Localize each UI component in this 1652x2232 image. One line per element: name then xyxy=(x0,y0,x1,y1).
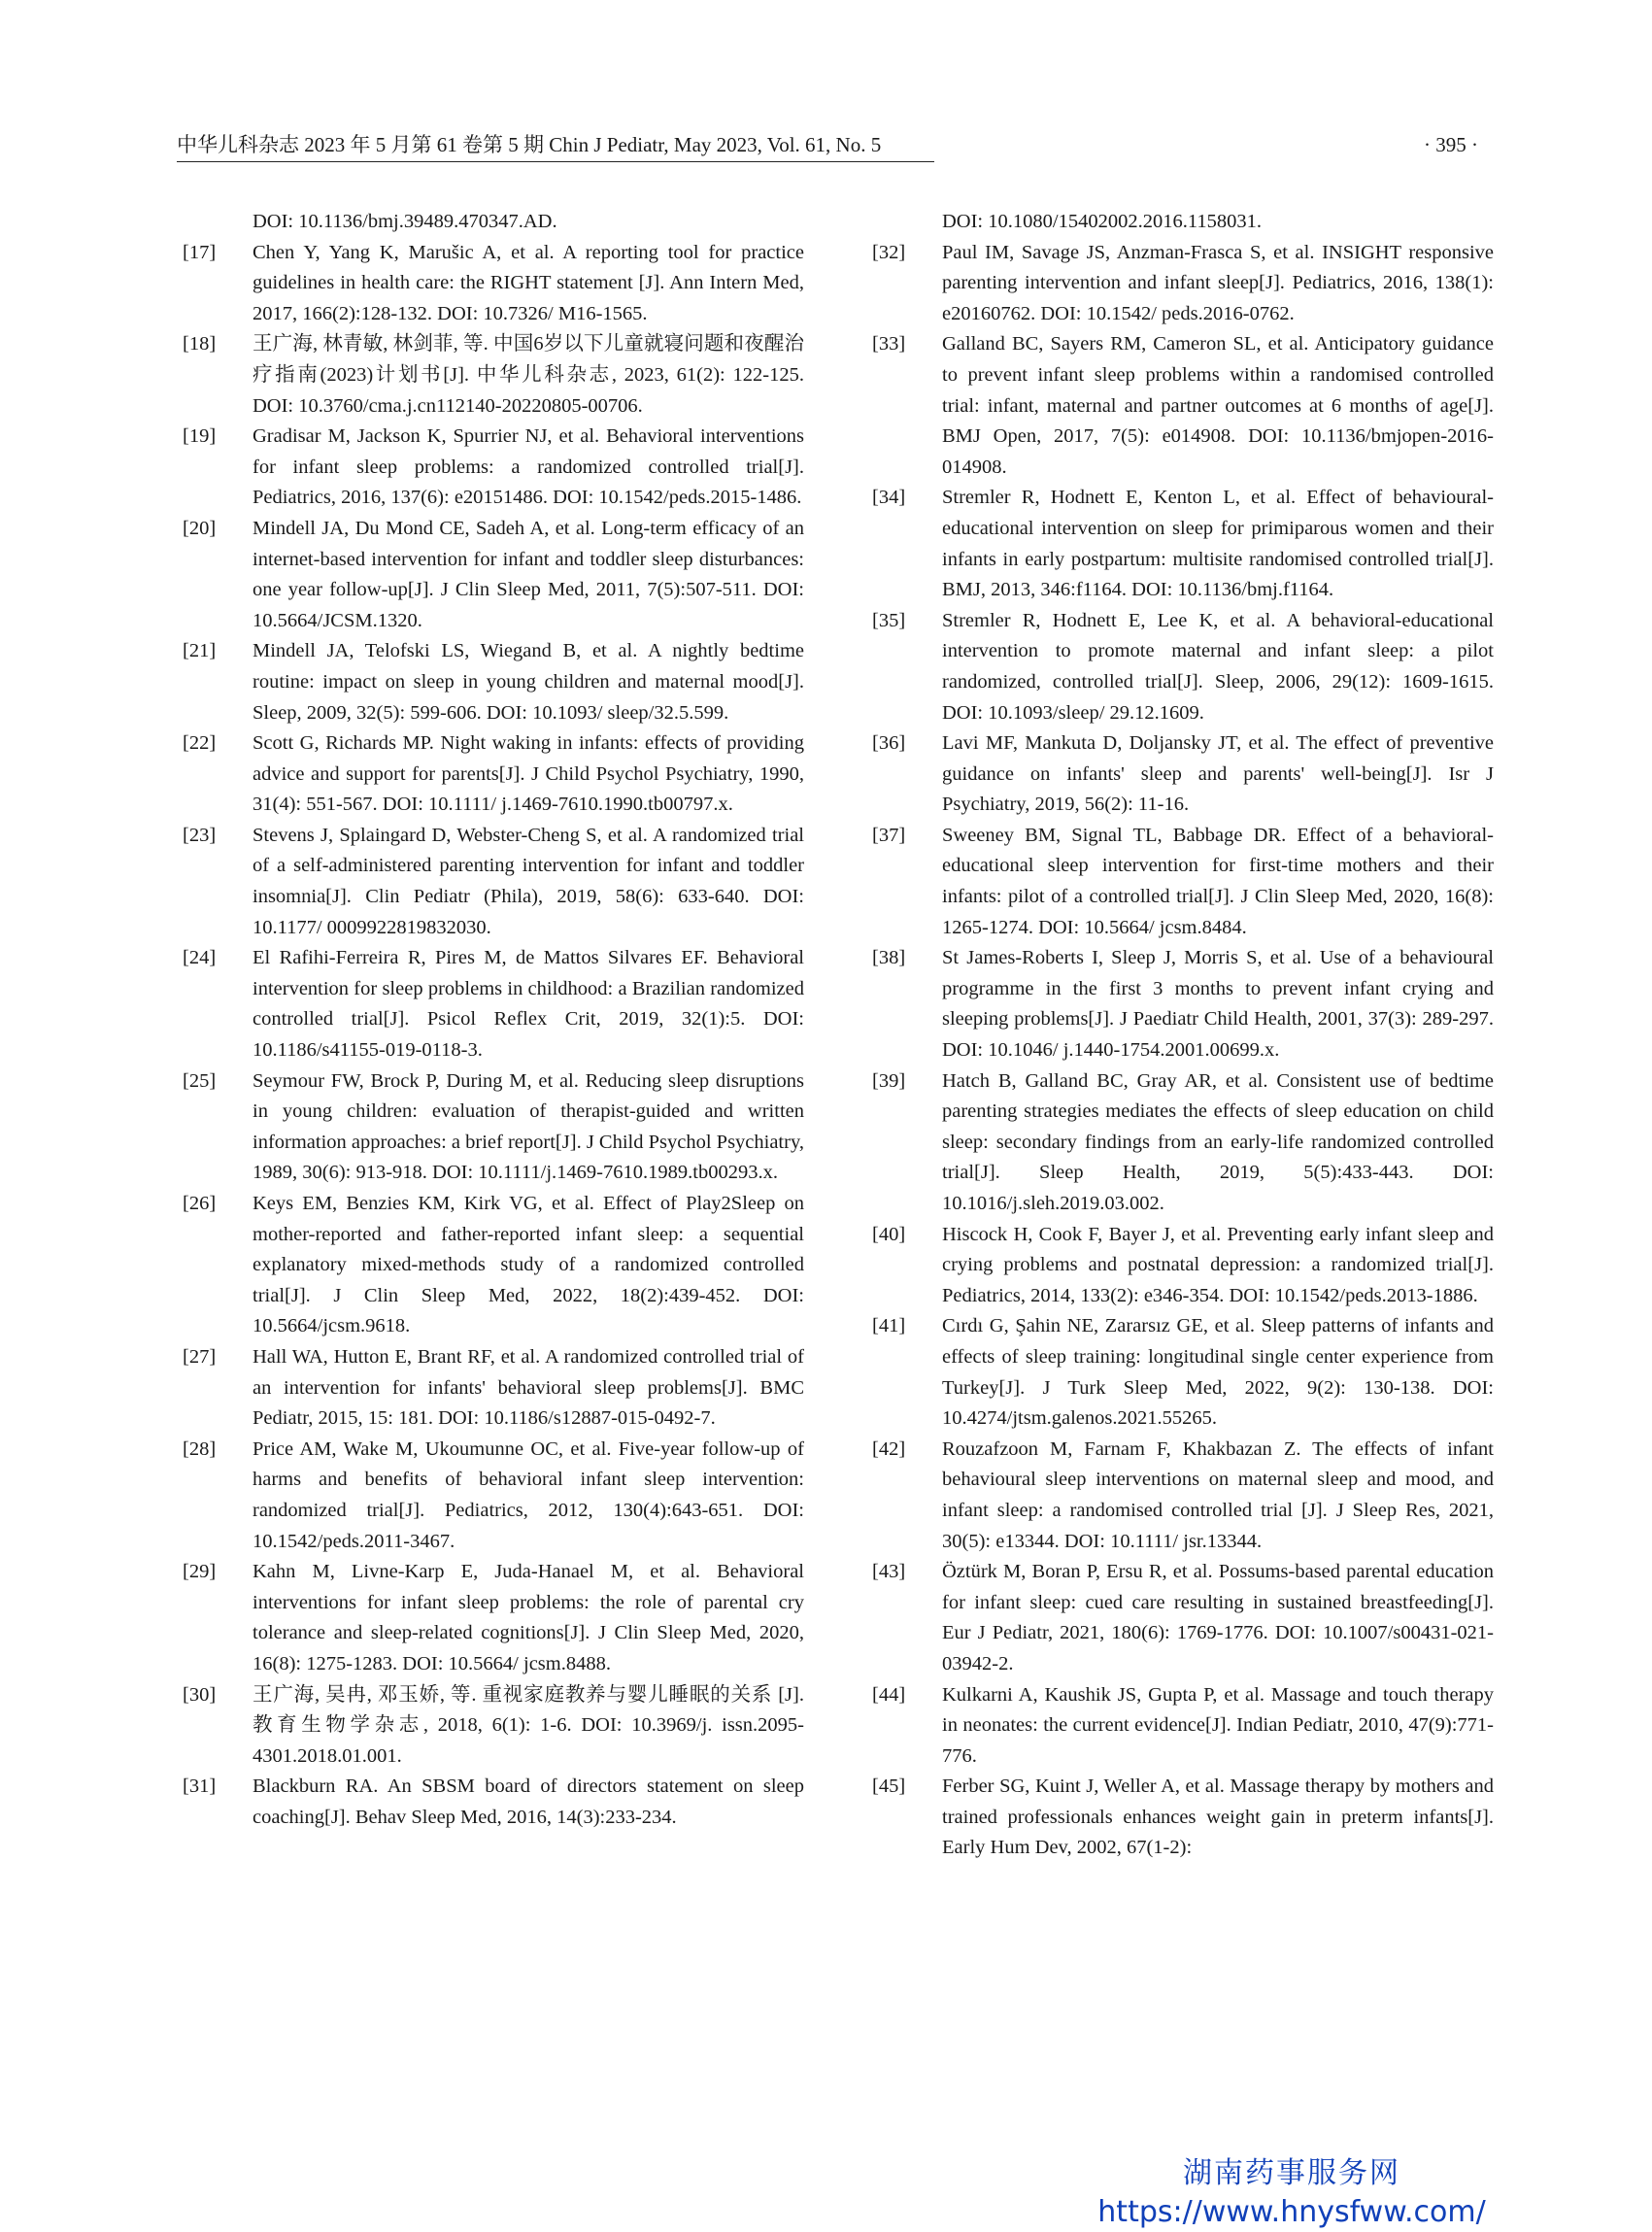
reference-number: [45] xyxy=(872,1775,906,1798)
reference-text: 王广海, 林青敏, 林剑菲, 等. 中国6岁以下儿童就寝问题和夜醒治疗指南(2023)计划书[J]. 中华儿科杂志, 2023, 61(2): 122-125. DOI: 10.3760/cma.j.cn112140-20220805-00706. xyxy=(253,333,804,417)
reference-number: [33] xyxy=(872,333,906,355)
reference-number: [40] xyxy=(872,1223,906,1245)
reference-text: Rouzafzoon M, Farnam F, Khakbazan Z. The effects of infant behavioural sleep interventions on maternal sleep and mood, and infant sleep: a randomised controlled trial [J]. J Sleep Res, 2021, 30(5): e13344. DOI: 10.1111/ jsr.13344. xyxy=(942,1437,1494,1552)
reference-text: Stremler R, Hodnett E, Lee K, et al. A behavioral-educational intervention to promote maternal and infant sleep: a pilot randomized, controlled trial[J]. Sleep, 2006, 29(12): 1609-1615. DOI: 10.1093/sleep/ 29.12.1609. xyxy=(942,609,1494,724)
reference-number: [24] xyxy=(183,947,217,969)
reference-number: [34] xyxy=(872,487,906,509)
page-number: · 395 · xyxy=(1424,133,1478,156)
reference-number: [35] xyxy=(872,609,906,631)
reference-item xyxy=(183,238,804,330)
reference-text: Stremler R, Hodnett E, Kenton L, et al. Effect of behavioural-educational intervention on sleep for primiparous women and their infants in early postpartum: multisite randomised controlled trial[J]. BMJ, 2013, 346:f1164. DOI: 10.1136/bmj.f1164. xyxy=(942,487,1494,601)
reference-item xyxy=(872,1066,1494,1220)
reference-text: Galland BC, Sayers RM, Cameron SL, et al. Anticipatory guidance to prevent infant sleep problems within a randomised controlled trial: infant, maternal and partner outcomes at 6 months of age[J]. BMJ Open, 2017, 7(5): e014908. DOI: 10.1136/bmjopen-2016-014908. xyxy=(942,333,1494,478)
reference-number: [21] xyxy=(183,640,217,662)
reference-text: Mindell JA, Telofski LS, Wiegand B, et al. A nightly bedtime routine: impact on sleep in young children and maternal mood[J]. Sleep, 2009, 32(5): 599-606. DOI: 10.1093/ sleep/32.5.599. xyxy=(253,640,804,724)
reference-text: Hiscock H, Cook F, Bayer J, et al. Preventing early infant sleep and crying problems and postnatal depression: a randomized trial[J]. Pediatrics, 2014, 133(2): e346-354. DOI: 10.1542/peds.2013-1886. xyxy=(942,1223,1494,1306)
reference-text: Seymour FW, Brock P, During M, et al. Reducing sleep disruptions in young children: evaluation of therapist-guided and written information approaches: a brief report[J]. J Child Psychol Psychiatry, 1989, 30(6): 913-918. DOI: 10.1111/j.1469-7610.1989.tb00293.x. xyxy=(253,1069,804,1184)
reference-item xyxy=(183,1189,804,1342)
reference-text: El Rafihi-Ferreira R, Pires M, de Mattos Silvares EF. Behavioral intervention for sleep problems in childhood: a Brazilian randomized controlled trial[J]. Psicol Reflex Crit, 2019, 32(1):5. DOI: 10.1186/s41155-019-0118-3. xyxy=(253,947,804,1062)
reference-number: [31] xyxy=(183,1775,217,1798)
reference-number: [22] xyxy=(183,732,217,755)
reference-number: [39] xyxy=(872,1069,906,1092)
reference-continuation: DOI: 10.1080/15402002.2016.1158031. xyxy=(942,211,1262,232)
reference-text: Blackburn RA. An SBSM board of directors statement on sleep coaching[J]. Behav Sleep Med, 2016, 14(3):233-234. xyxy=(253,1775,804,1828)
reference-number: [42] xyxy=(872,1437,906,1460)
watermark-url[interactable]: https://www.hnysfww.com/ xyxy=(1097,2195,1486,2229)
reference-item xyxy=(183,728,804,821)
reference-item xyxy=(183,1435,804,1557)
reference-item xyxy=(183,1557,804,1679)
reference-item xyxy=(872,483,1494,605)
reference-text: St James-Roberts I, Sleep J, Morris S, et al. Use of a behavioural programme in the first 3 months to prevent infant crying and sleeping problems[J]. J Paediatr Child Health, 2001, 37(3): 289-297. DOI: 10.1046/ j.1440-1754.2001.00699.x. xyxy=(942,947,1494,1062)
journal-header: 中华儿科杂志 2023 年 5 月第 61 卷第 5 期 Chin J Pediatr, May 2023, Vol. 61, No. 5 xyxy=(177,130,934,162)
reference-number: [36] xyxy=(872,732,906,755)
reference-item xyxy=(872,943,1494,1065)
reference-item xyxy=(872,606,1494,728)
reference-list xyxy=(183,238,804,1834)
reference-number: [26] xyxy=(183,1193,217,1214)
reference-text: Hatch B, Galland BC, Gray AR, et al. Consistent use of bedtime parenting strategies mediates the effects of sleep education on child sleep: secondary findings from an early-life randomized controlled trial[J]. Sleep Health, 2019, 5(5):433-443. DOI: 10.1016/j.sleh.2019.03.002. xyxy=(942,1069,1494,1214)
reference-item xyxy=(872,329,1494,483)
reference-text: Lavi MF, Mankuta D, Doljansky JT, et al. The effect of preventive guidance on infants' sleep and parents' well-being[J]. Isr J Psychiatry, 2019, 56(2): 11-16. xyxy=(942,732,1494,816)
reference-item xyxy=(872,1680,1494,1773)
reference-item xyxy=(872,1435,1494,1557)
watermark-title: 湖南药事服务网 xyxy=(1183,2156,1400,2190)
reference-item xyxy=(183,1680,804,1773)
reference-text: Chen Y, Yang K, Marušic A, et al. A reporting tool for practice guidelines in health care: the RIGHT statement [J]. Ann Intern Med, 2017, 166(2):128-132. DOI: 10.7326/ M16-1565. xyxy=(253,241,804,324)
reference-text: Scott G, Richards MP. Night waking in infants: effects of providing advice and support for parents[J]. J Child Psychol Psychiatry, 1990, 31(4): 551-567. DOI: 10.1111/ j.1469-7610.1990.tb00797.x. xyxy=(253,732,804,816)
reference-text: Price AM, Wake M, Ukoumunne OC, et al. Five-year follow-up of harms and benefits of behavioral infant sleep intervention: randomized trial[J]. Pediatrics, 2012, 130(4):643-651. DOI: 10.1542/peds.2011-3467. xyxy=(253,1437,804,1552)
reference-number: [18] xyxy=(183,333,217,355)
reference-item xyxy=(183,514,804,636)
reference-item xyxy=(183,943,804,1065)
reference-item xyxy=(183,329,804,422)
reference-text: Keys EM, Benzies KM, Kirk VG, et al. Effect of Play2Sleep on mother-reported and father-reported infant sleep: a sequential explanatory mixed-methods study of a randomized controlled trial[J]. J Clin Sleep Med, 2022, 18(2):439-452. DOI: 10.5664/jcsm.9618. xyxy=(253,1193,804,1337)
reference-number: [41] xyxy=(872,1315,906,1337)
reference-item xyxy=(183,1342,804,1435)
right-column xyxy=(872,207,1494,1864)
reference-number: [28] xyxy=(183,1437,217,1460)
reference-item xyxy=(183,1066,804,1189)
reference-number: [37] xyxy=(872,824,906,846)
reference-number: [30] xyxy=(183,1683,217,1706)
reference-number: [23] xyxy=(183,824,217,846)
reference-number: [44] xyxy=(872,1683,906,1706)
reference-number: [19] xyxy=(183,425,217,448)
reference-item xyxy=(872,821,1494,943)
reference-number: [43] xyxy=(872,1561,906,1583)
reference-text: Paul IM, Savage JS, Anzman-Frasca S, et al. INSIGHT responsive parenting intervention and infant sleep[J]. Pediatrics, 2016, 138(1): e20160762. DOI: 10.1542/ peds.2016-0762. xyxy=(942,241,1494,324)
reference-item xyxy=(872,1311,1494,1434)
reference-item xyxy=(183,821,804,943)
reference-number: [29] xyxy=(183,1561,217,1583)
reference-item xyxy=(872,728,1494,821)
reference-text: Stevens J, Splaingard D, Webster-Cheng S, et al. A randomized trial of a self-administered parenting intervention for infant and toddler insomnia[J]. Clin Pediatr (Phila), 2019, 58(6): 633-640. DOI: 10.1177/ 0009922819832030. xyxy=(253,824,804,938)
reference-text: Gradisar M, Jackson K, Spurrier NJ, et al. Behavioral interventions for infant sleep problems: a randomized controlled trial[J]. Pediatrics, 2016, 137(6): e20151486. DOI: 10.1542/peds.2015-1486. xyxy=(253,425,804,509)
reference-text: 王广海, 吴冉, 邓玉娇, 等. 重视家庭教养与婴儿睡眠的关系 [J]. 教育生物学杂志, 2018, 6(1): 1-6. DOI: 10.3969/j. issn.2095-4301.2018.01.001. xyxy=(253,1683,804,1767)
reference-text: Hall WA, Hutton E, Brant RF, et al. A randomized controlled trial of an intervention for infants' behavioral sleep problems[J]. BMC Pediatr, 2015, 15: 181. DOI: 10.1186/s12887-015-0492-7. xyxy=(253,1345,804,1430)
reference-number: [38] xyxy=(872,947,906,969)
reference-text: Kahn M, Livne-Karp E, Juda-Hanael M, et al. Behavioral interventions for infant sleep problems: the role of parental cry tolerance and sleep-related cognitions[J]. J Clin Sleep Med, 2020, 16(8): 1275-1283. DOI: 10.5664/ jcsm.8488. xyxy=(253,1561,804,1674)
reference-number: [25] xyxy=(183,1069,217,1092)
reference-text: Mindell JA, Du Mond CE, Sadeh A, et al. Long-term efficacy of an internet-based intervention for infant and toddler sleep disturbances: one year follow-up[J]. J Clin Sleep Med, 2011, 7(5):507-511. DOI: 10.5664/JCSM.1320. xyxy=(253,517,804,631)
left-column xyxy=(183,207,804,1833)
reference-text: Kulkarni A, Kaushik JS, Gupta P, et al. Massage and touch therapy in neonates: the current evidence[J]. Indian Pediatr, 2010, 47(9):771-776. xyxy=(942,1683,1494,1767)
reference-text: Öztürk M, Boran P, Ersu R, et al. Possums-based parental education for infant sleep: cued care resulting in sustained breastfeeding[J]. Eur J Pediatr, 2021, 180(6): 1769-1776. DOI: 10.1007/s00431-021-03942-2. xyxy=(942,1561,1494,1674)
reference-text: Ferber SG, Kuint J, Weller A, et al. Massage therapy by mothers and trained professionals enhances weight gain in preterm infants[J]. Early Hum Dev, 2002, 67(1-2): xyxy=(942,1775,1494,1859)
reference-item xyxy=(872,238,1494,330)
reference-item xyxy=(872,1220,1494,1312)
reference-item xyxy=(872,1772,1494,1864)
reference-item xyxy=(872,1557,1494,1679)
reference-item xyxy=(183,636,804,728)
reference-list xyxy=(872,238,1494,1864)
reference-text: Cırdı G, Şahin NE, Zararsız GE, et al. Sleep patterns of infants and effects of sleep training: longitudinal single center experience from Turkey[J]. J Turk Sleep Med, 2022, 9(2): 130-138. DOI: 10.4274/jtsm.galenos.2021.55265. xyxy=(942,1315,1494,1430)
reference-number: [20] xyxy=(183,517,217,539)
page-header xyxy=(177,130,1478,165)
reference-text: Sweeney BM, Signal TL, Babbage DR. Effect of a behavioral-educational sleep intervention for first-time mothers and their infants: pilot of a controlled trial[J]. J Clin Sleep Med, 2020, 16(8): 1265-1274. DOI: 10.5664/ jcsm.8484. xyxy=(942,824,1494,938)
reference-number: [32] xyxy=(872,241,906,263)
reference-continuation: DOI: 10.1136/bmj.39489.470347.AD. xyxy=(253,211,557,232)
reference-item xyxy=(183,422,804,514)
watermark xyxy=(1078,2154,1505,2232)
reference-number: [27] xyxy=(183,1345,217,1368)
reference-item xyxy=(183,1772,804,1833)
reference-number: [17] xyxy=(183,241,217,263)
